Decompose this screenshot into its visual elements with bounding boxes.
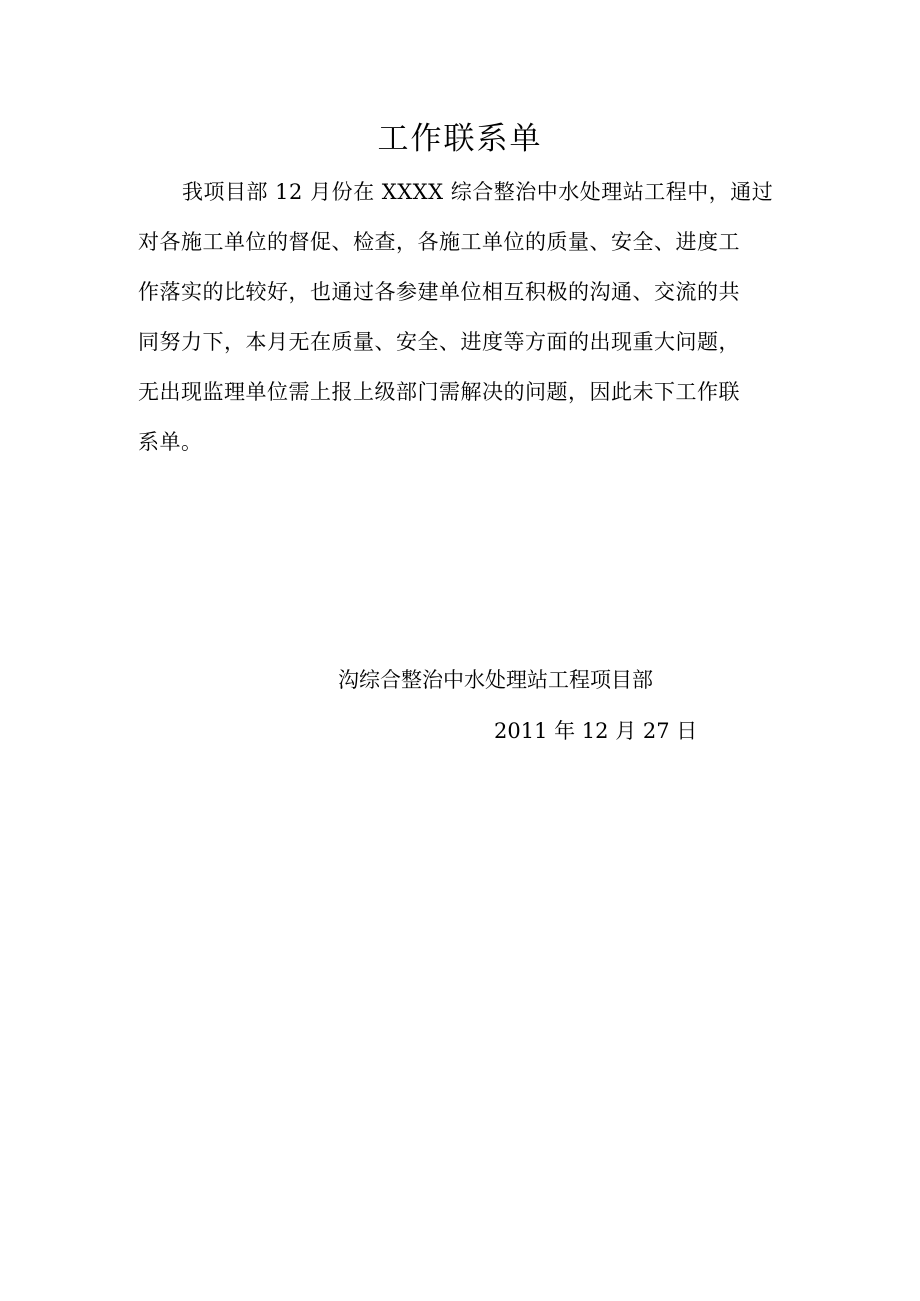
document-body — [138, 172, 786, 472]
signature-date: 2011 年 12 月 27 日 — [494, 719, 698, 743]
body-line-3: 作落实的比较好，也通过各参建单位相互积极的沟通、交流的共 — [138, 280, 740, 304]
body-line-2: 对各施工单位的督促、检查，各施工单位的质量、安全、进度工 — [138, 230, 740, 254]
body-line-4: 同努力下，本月无在质量、安全、进度等方面的出现重大问题， — [138, 330, 740, 354]
body-line-5: 无出现监理单位需上报上级部门需解决的问题，因此未下工作联 — [138, 380, 740, 404]
body-line-1: 我项目部 12 月份在 XXXX 综合整治中水处理站工程中，通过 — [182, 180, 774, 204]
document-title: 工作联系单 — [377, 121, 543, 157]
body-line-6: 系单。 — [138, 430, 203, 454]
signature-organization: 沟综合整治中水处理站工程项目部 — [338, 668, 653, 692]
